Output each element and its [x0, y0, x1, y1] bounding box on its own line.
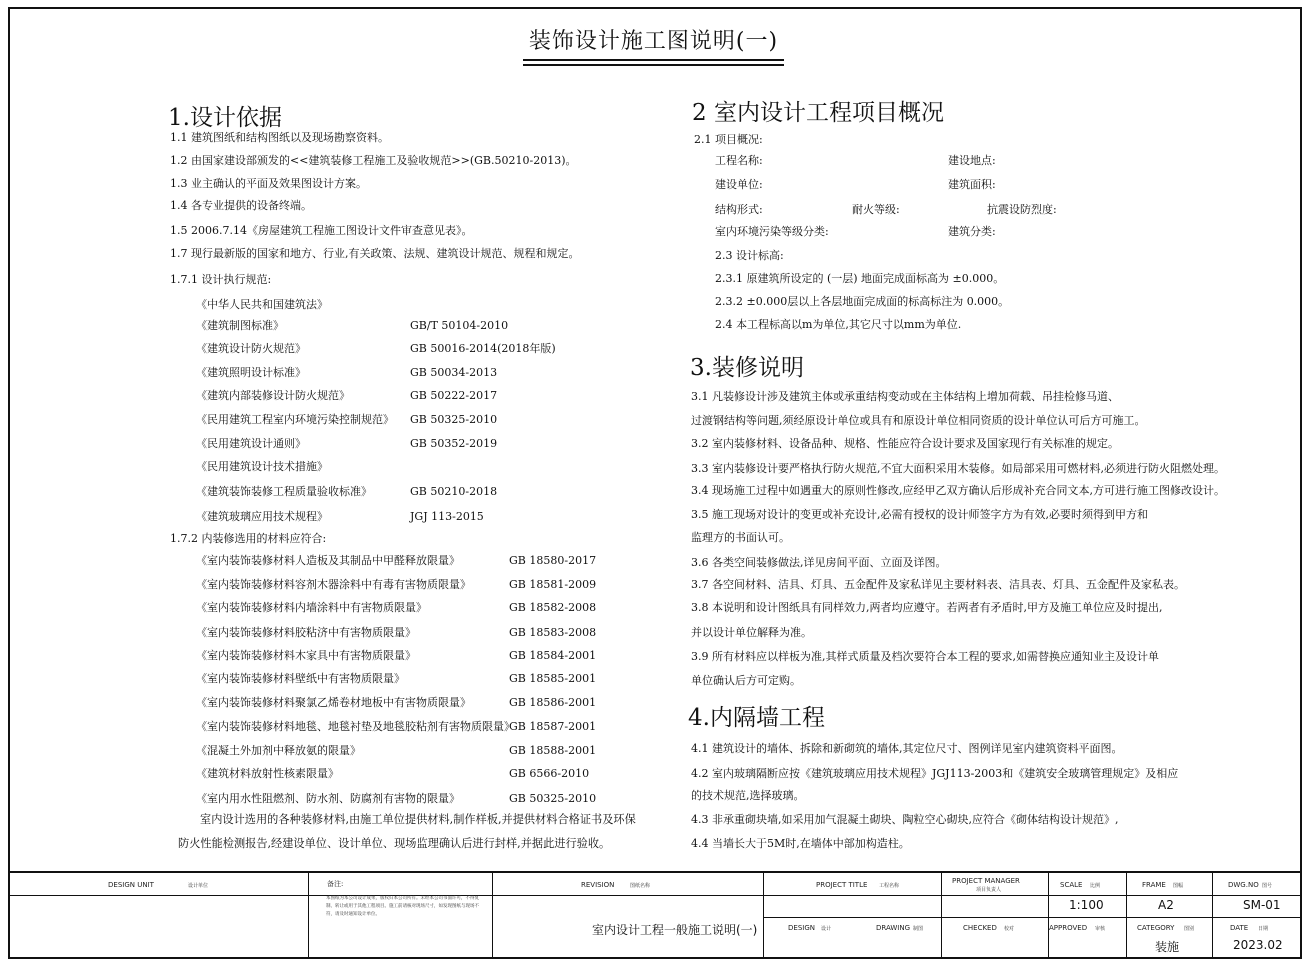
date-label: DATE [1230, 924, 1249, 932]
material-code: GB 18587-2001 [509, 720, 597, 733]
text-line: 单位确认后方可定购。 [691, 674, 801, 687]
divider [941, 873, 942, 959]
text-line: 1.7 现行最新版的国家和地方、行业,有关政策、法规、建筑设计规范、规程和规定。 [170, 247, 580, 260]
pm-cn: 项目负责人 [976, 887, 1002, 893]
text-line: 耐火等级: [852, 203, 900, 216]
text-line: 工程名称: [715, 154, 763, 167]
material-code: GB 6566-2010 [509, 767, 590, 780]
section-2-heading: 2 室内设计工程项目概况 [692, 100, 944, 126]
text-line: 3.1 凡装修设计涉及建筑主体或承重结构变动或在主体结构上增加荷载、吊挂检修马道、 [691, 390, 1119, 403]
section-4-heading: 4.内隔墙工程 [688, 705, 825, 731]
section-3-heading: 3.装修说明 [690, 355, 804, 381]
text-line: 3.8 本说明和设计图纸具有同样效力,两者均应遵守。若两者有矛盾时,甲方及施工单位应及时提出, [691, 601, 1163, 614]
text-line: 建筑分类: [948, 225, 996, 238]
text-line: 2.4 本工程标高以m为单位,其它尺寸以mm为单位. [715, 318, 962, 331]
pm-label: PROJECT MANAGER [952, 877, 1020, 885]
divider [492, 895, 763, 896]
text-line: 1.2 由国家建设部颁发的<<建筑装修工程施工及验收规范>>(GB.50210-2013)。 [170, 154, 577, 167]
text-line: 1.7.2 内装修选用的材料应符合: [170, 532, 327, 545]
code-name: 《建筑内部装修设计防火规范》 [196, 389, 350, 402]
drawing-cn: 制图 [913, 926, 924, 932]
project-title-cn: 工程名称 [879, 883, 900, 889]
material-name: 《混凝土外加剂中释放氨的限量》 [196, 744, 361, 757]
material-code: GB 50325-2010 [509, 792, 597, 805]
frame-value: A2 [1158, 898, 1174, 912]
material-name: 《室内装饰装修材料壁纸中有害物质限量》 [196, 672, 405, 685]
section-1-heading: 1.设计依据 [168, 105, 282, 131]
code-number: GB 50325-2010 [410, 413, 498, 426]
material-name: 《室内装饰装修材料容剂木器涂料中有毒有害物质限量》 [196, 578, 471, 591]
checked-label: CHECKED [963, 924, 997, 932]
divider [492, 873, 493, 959]
text-line: 4.4 当墙长大于5M时,在墙体中部加构造柱。 [691, 837, 910, 850]
text-line: 3.7 各空间材料、洁具、灯具、五金配件及家私详见主要材料表、洁具表、灯具、五金配件及家私表。 [691, 578, 1185, 591]
code-number: GB 50352-2019 [410, 437, 498, 450]
approved-cn: 审核 [1095, 926, 1106, 932]
text-line: 3.5 施工现场对设计的变更或补充设计,必需有授权的设计师签字方为有效,必要时须得到甲方和 [691, 508, 1148, 521]
material-name: 《室内装饰装修材料聚氯乙烯卷材地板中有害物质限量》 [196, 696, 471, 709]
category-value: 装施 [1155, 940, 1180, 954]
text-line: 并以设计单位解释为准。 [691, 626, 812, 639]
text-line: 4.3 非承重砌块墙,如采用加气混凝土砌块、陶粒空心砌块,应符合《砌体结构设计规范》, [691, 813, 1119, 826]
text-line: 的技术规范,选择玻璃。 [691, 789, 805, 802]
dwg-no-label: DWG.NO [1228, 881, 1259, 889]
text-line: 1.1 建筑图纸和结构图纸以及现场勘察资料。 [170, 131, 389, 144]
material-name: 《室内装饰装修材料胶粘济中有害物质限量》 [196, 626, 416, 639]
divider [1212, 873, 1213, 959]
text-line: 室内环境污染等级分类: [715, 225, 829, 238]
material-code: GB 18588-2001 [509, 744, 597, 757]
material-name: 《室内装饰装修材料人造板及其制品中甲醛释放限量》 [196, 554, 460, 567]
scale-cn: 比例 [1090, 883, 1101, 889]
revision-label: REVISION [581, 881, 615, 889]
text-line: 建设地点: [948, 154, 996, 167]
text-line: 4.1 建筑设计的墙体、拆除和新砌筑的墙体,其定位尺寸、图例详见室内建筑资料平面图。 [691, 742, 1123, 755]
project-title-label: PROJECT TITLE [816, 881, 868, 889]
code-number: GB 50222-2017 [410, 389, 498, 402]
text-line: 3.3 室内装修设计要严格执行防火规范,不宜大面积采用木装修。如局部采用可燃材料,必须进行防火阻燃处理。 [691, 462, 1225, 475]
text-line: 2.3 设计标高: [715, 249, 784, 262]
text-line: 4.2 室内玻璃隔断应按《建筑玻璃应用技术规程》JGJ113-2003和《建筑安全玻璃管理规定》及相应 [691, 767, 1179, 780]
dwg-no-cn: 图号 [1262, 883, 1273, 889]
scale-value: 1:100 [1069, 898, 1104, 912]
text-line: 3.6 各类空间装修做法,详见房间平面、立面及详图。 [691, 556, 947, 569]
text-line: 2.1 项目概况: [694, 133, 763, 146]
text-line: 1.3 业主确认的平面及效果图设计方案。 [170, 177, 367, 190]
code-name: 《建筑装饰装修工程质量验收标准》 [196, 485, 372, 498]
code-name: 《民用建筑设计技术措施》 [196, 460, 328, 473]
text-line: 3.2 室内装修材料、设备品种、规格、性能应符合设计要求及国家现行有关标准的规定。 [691, 437, 1119, 450]
revision-cn: 图纸名称 [630, 883, 651, 889]
text-line: 1.4 各专业提供的设备终端。 [170, 199, 312, 212]
text-line: 2.3.2 ±0.000层以上各层地面完成面的标高标注为 0.000。 [715, 295, 1010, 308]
notes-label: 备注: [327, 880, 344, 888]
code-name: 《建筑制图标准》 [196, 319, 284, 332]
divider [308, 873, 309, 959]
text-line: 3.9 所有材料应以样板为准,其样式质量及档次要符合本工程的要求,如需替换应通知业主及设计单 [691, 650, 1159, 663]
code-name: 《民用建筑工程室内环境污染控制规范》 [196, 413, 394, 426]
code-number: GB/T 50104-2010 [410, 319, 509, 332]
material-name: 《室内用水性阻燃剂、防水剂、防腐剂有害物的限量》 [196, 792, 460, 805]
code-number: GB 50210-2018 [410, 485, 498, 498]
text-line: 建筑面积: [948, 178, 996, 191]
code-name: 《民用建筑设计通则》 [196, 437, 306, 450]
divider [763, 917, 1302, 918]
material-name: 《室内装饰装修材料地毯、地毯衬垫及地毯胶粘剂有害物质限量》 [196, 720, 515, 733]
frame-label: FRAME [1142, 881, 1166, 889]
text-line: 过渡钢结构等问题,须经原设计单位或具有和原设计单位相同资质的设计单位认可后方可施工。 [691, 414, 1146, 427]
design-unit-cn: 设计单位 [188, 883, 209, 889]
category-cn: 图别 [1184, 926, 1195, 932]
checked-cn: 校对 [1004, 926, 1015, 932]
text-line: 结构形式: [715, 203, 763, 216]
date-cn: 日期 [1258, 926, 1269, 932]
text-line: 建设单位: [715, 178, 763, 191]
divider [763, 895, 1302, 896]
divider [1048, 873, 1049, 959]
material-name: 《建筑材料放射性核素限量》 [196, 767, 339, 780]
scale-label: SCALE [1060, 881, 1083, 889]
code-name: 《建筑设计防火规范》 [196, 342, 306, 355]
date-value: 2023.02 [1233, 938, 1283, 952]
code-name: 《建筑照明设计标准》 [196, 366, 306, 379]
drawing-label: DRAWING [876, 924, 911, 932]
drawing-name: 室内设计工程一般施工说明(一) [592, 923, 758, 937]
material-code: GB 18580-2017 [509, 554, 597, 567]
notes-text: 本图纸为本公司设计成果，版权归本公司所有。未经本公司书面许可，不得复制、转让或用于其他工程项目。施工前请核对现场尺寸，如发现图纸与现场不符，请及时通知设计单位。 [326, 896, 479, 917]
title-area [0, 24, 1307, 61]
material-code: GB 18584-2001 [509, 649, 597, 662]
text-line: 2.3.1 原建筑所设定的 (一层) 地面完成面标高为 ±0.000。 [715, 272, 1005, 285]
code-number: GB 50034-2013 [410, 366, 498, 379]
material-code: GB 18582-2008 [509, 601, 597, 614]
design-unit-label: DESIGN UNIT [108, 881, 154, 889]
category-label: CATEGORY [1137, 924, 1175, 932]
design-label: DESIGN [788, 924, 815, 932]
code-number: JGJ 113-2015 [410, 510, 484, 523]
code-number: GB 50016-2014(2018年版) [410, 342, 556, 355]
code-name: 《建筑玻璃应用技术规程》 [196, 510, 328, 523]
text-line: 3.4 现场施工过程中如遇重大的原则性修改,应经甲乙双方确认后形成补充合同文本,方可进行施工图修改设计。 [691, 484, 1225, 497]
material-name: 《室内装饰装修材料木家具中有害物质限量》 [196, 649, 416, 662]
code-name: 《中华人民共和国建筑法》 [196, 298, 328, 311]
design-cn: 设计 [821, 926, 832, 932]
divider [763, 873, 764, 959]
text-line: 1.7.1 设计执行规范: [170, 273, 272, 286]
material-code: GB 18583-2008 [509, 626, 597, 639]
dwg-no-value: SM-01 [1243, 898, 1281, 912]
page-title: 装饰设计施工图说明(一) [523, 24, 784, 61]
text-line: 室内设计选用的各种装修材料,由施工单位提供材料,制作样板,并提供材料合格证书及环保 [200, 813, 636, 826]
material-name: 《室内装饰装修材料内墙涂料中有害物质限量》 [196, 601, 427, 614]
text-line: 抗震设防烈度: [987, 203, 1057, 216]
material-code: GB 18581-2009 [509, 578, 597, 591]
material-code: GB 18585-2001 [509, 672, 597, 685]
divider [1126, 873, 1127, 959]
frame-cn: 图幅 [1173, 883, 1184, 889]
material-code: GB 18586-2001 [509, 696, 597, 709]
text-line: 防火性能检测报告,经建设单位、设计单位、现场监理确认后进行封样,并据此进行验收。 [178, 837, 611, 850]
text-line: 监理方的书面认可。 [691, 531, 790, 544]
text-line: 1.5 2006.7.14《房屋建筑工程施工图设计文件审查意见表》。 [170, 224, 473, 237]
approved-label: APPROVED [1049, 924, 1088, 932]
title-block [8, 871, 1302, 961]
